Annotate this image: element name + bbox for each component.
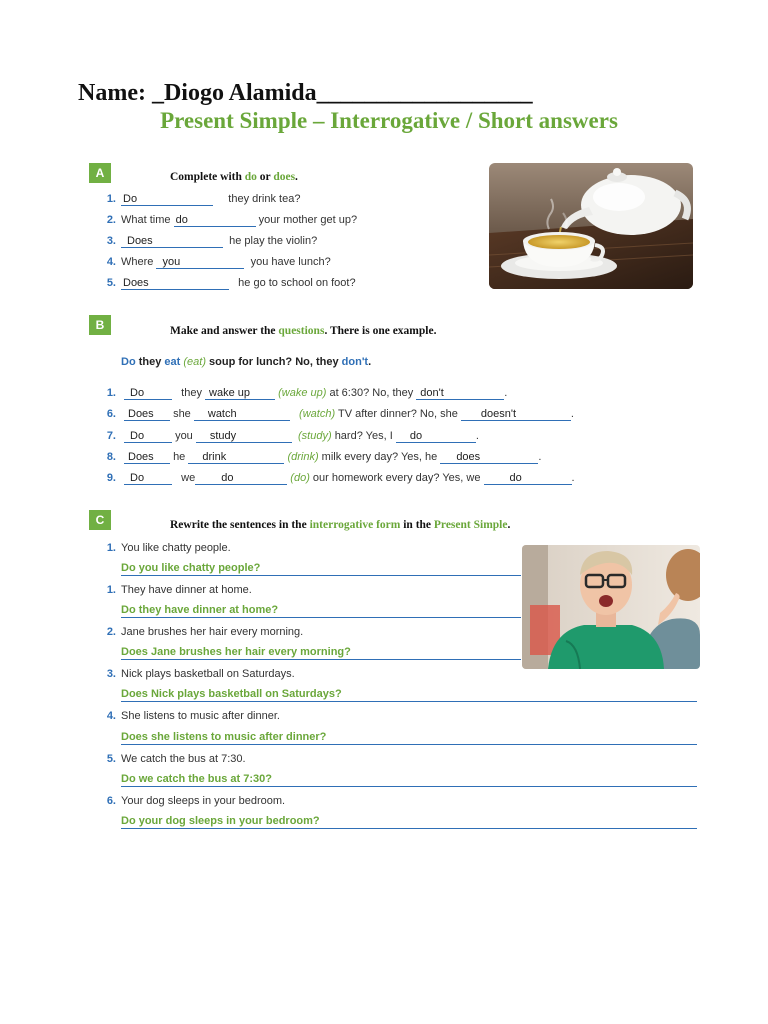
rewrite-answer-line[interactable]: Do we catch the bus at 7:30? bbox=[121, 773, 697, 787]
section-a-item: 5. Does he go to school on foot? bbox=[106, 277, 356, 289]
section-b-badge: B bbox=[89, 315, 111, 335]
answer-blank[interactable]: do bbox=[174, 214, 256, 227]
surprised-man-illustration bbox=[522, 545, 700, 669]
section-b-item: 9. Do we do (do) our homework every day? Yes, we do . bbox=[106, 472, 575, 484]
verb-blank[interactable]: do bbox=[195, 472, 287, 485]
section-a-badge: A bbox=[89, 163, 111, 183]
section-b-example: Do they eat (eat) soup for lunch? No, they don't. bbox=[121, 356, 372, 368]
answer-blank[interactable]: Does bbox=[121, 235, 223, 248]
section-c-item: 6. Your dog sleeps in your bedroom. bbox=[106, 795, 286, 807]
section-c-item: 5. We catch the bus at 7:30. bbox=[106, 753, 246, 765]
rewrite-answer-line[interactable]: Do you like chatty people? bbox=[121, 562, 521, 576]
section-b-item: 8. Does he drink (drink) milk every day? Yes, he does . bbox=[106, 451, 542, 463]
verb-blank[interactable]: wake up bbox=[205, 387, 275, 400]
question-blank[interactable]: Does bbox=[124, 408, 170, 421]
question-blank[interactable]: Does bbox=[124, 451, 170, 464]
student-name-line: Name: _Diogo Alamida__________________ bbox=[78, 80, 533, 106]
section-a-item: 1. Do they drink tea? bbox=[106, 193, 301, 205]
short-answer-blank[interactable]: does bbox=[440, 451, 538, 464]
short-answer-blank[interactable]: don't bbox=[416, 387, 504, 400]
verb-blank[interactable]: drink bbox=[188, 451, 284, 464]
teapot-and-cup-illustration bbox=[489, 163, 693, 289]
section-c-badge: C bbox=[89, 510, 111, 530]
section-c-item: 1. They have dinner at home. bbox=[106, 584, 252, 596]
section-a-item: 2. What time do your mother get up? bbox=[106, 214, 358, 226]
answer-blank[interactable]: Do bbox=[121, 193, 213, 206]
section-a-item: 4. Where you you have lunch? bbox=[106, 256, 331, 268]
section-a-instruction: Complete with do or does. bbox=[170, 171, 298, 183]
rewrite-answer-line[interactable]: Does Jane brushes her hair every morning? bbox=[121, 646, 521, 660]
section-b-item: 7. Do you study (study) hard? Yes, I do . bbox=[106, 430, 479, 442]
short-answer-blank[interactable]: doesn't bbox=[461, 408, 571, 421]
verb-blank[interactable]: study bbox=[196, 430, 292, 443]
short-answer-blank[interactable]: do bbox=[396, 430, 476, 443]
section-b-item: 1. Do they wake up (wake up) at 6:30? No, they don't . bbox=[106, 387, 508, 399]
section-c-item: 2. Jane brushes her hair every morning. bbox=[106, 626, 304, 638]
rewrite-answer-line[interactable]: Do they have dinner at home? bbox=[121, 604, 521, 618]
question-blank[interactable]: Do bbox=[124, 430, 172, 443]
question-blank[interactable]: Do bbox=[124, 387, 172, 400]
rewrite-answer-line[interactable]: Does she listens to music after dinner? bbox=[121, 731, 697, 745]
question-blank[interactable]: Do bbox=[124, 472, 172, 485]
rewrite-answer-line[interactable]: Do your dog sleeps in your bedroom? bbox=[121, 815, 697, 829]
short-answer-blank[interactable]: do bbox=[484, 472, 572, 485]
section-c-item: 1. You like chatty people. bbox=[106, 542, 231, 554]
section-c-item: 3. Nick plays basketball on Saturdays. bbox=[106, 668, 295, 680]
surprised-man-photo bbox=[522, 545, 700, 669]
section-b-item: 6. Does she watch (watch) TV after dinner? No, she doesn't . bbox=[106, 408, 574, 420]
answer-blank[interactable]: Does bbox=[121, 277, 229, 290]
section-a-item: 3. Does he play the violin? bbox=[106, 235, 318, 247]
worksheet-title: Present Simple – Interrogative / Short answers bbox=[160, 108, 618, 133]
section-c-item: 4. She listens to music after dinner. bbox=[106, 710, 280, 722]
verb-blank[interactable]: watch bbox=[194, 408, 290, 421]
answer-blank[interactable]: you bbox=[156, 256, 244, 269]
teapot-photo bbox=[489, 163, 693, 289]
section-b-instruction: Make and answer the questions. There is one example. bbox=[170, 325, 437, 337]
section-c-instruction: Rewrite the sentences in the interrogative form in the Present Simple. bbox=[170, 519, 511, 531]
rewrite-answer-line[interactable]: Does Nick plays basketball on Saturdays? bbox=[121, 688, 697, 702]
